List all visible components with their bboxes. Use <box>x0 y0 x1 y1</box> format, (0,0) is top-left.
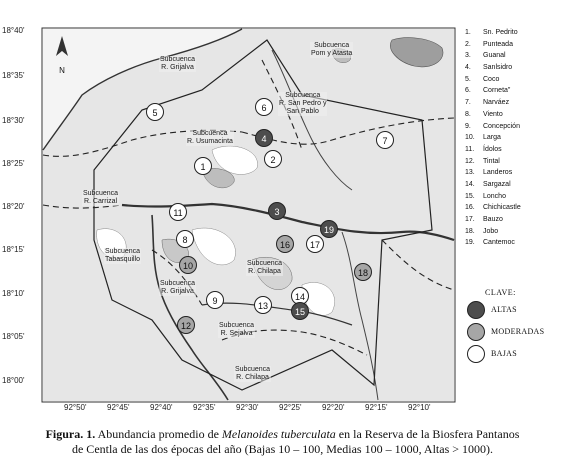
site-marker: 7 <box>376 131 394 149</box>
lon-label: 92°45' <box>107 403 130 412</box>
caption-line-1: Figura. 1. Abundancia promedio de Melanoides tuberculata en la Reserva de la Biosfera Pantanos <box>45 427 520 441</box>
site-marker: 17 <box>306 235 324 253</box>
map-legend <box>463 288 559 368</box>
site-list-item: 15. Loncho <box>465 192 506 200</box>
lon-label: 92°15' <box>365 403 388 412</box>
site-marker: 16 <box>276 235 294 253</box>
basin-label-sejalva: Subcuenca R. Sejalva <box>219 322 255 337</box>
basin-label-grijalva-south: Subcuenca R. Grijalva <box>160 280 196 295</box>
site-list-item: 9. Concepción <box>465 122 520 130</box>
site-marker: 4 <box>255 129 273 147</box>
map-frame <box>2 0 461 410</box>
legend-title: CLAVE: <box>485 288 516 297</box>
lat-label: 18°15' <box>2 245 25 254</box>
lon-label: 92°35' <box>193 403 216 412</box>
basin-label-tabasquillo: Subcuenca Tabasquillo <box>105 248 141 263</box>
site-list-item: 3. Guanal <box>465 52 506 60</box>
site-marker: 19 <box>320 220 338 238</box>
lat-label: 18°10' <box>2 289 25 298</box>
site-list-item: 5. Coco <box>465 75 500 83</box>
site-marker: 5 <box>146 103 164 121</box>
legend-swatch-grey <box>467 323 485 341</box>
site-marker: 8 <box>176 230 194 248</box>
lon-label: 92°30' <box>236 403 259 412</box>
lat-label: 18°35' <box>2 71 25 80</box>
caption-line-2: de Centla de las dos épocas del año (Bajas 10 – 100, Medias 100 – 1000, Altas > 1000). <box>71 442 494 456</box>
legend-label: MODERADAS <box>491 327 545 336</box>
site-marker: 6 <box>255 98 273 116</box>
site-list-item: 10. Larga <box>465 134 501 142</box>
lon-label: 92°50' <box>64 403 87 412</box>
site-marker: 10 <box>179 256 197 274</box>
north-label: N <box>59 66 65 75</box>
basin-label-pom-atasta: Subcuenca Pom y Atasta <box>311 42 353 57</box>
site-marker: 14 <box>291 287 309 305</box>
lon-label: 92°40' <box>150 403 173 412</box>
lat-label: 18°25' <box>2 159 25 168</box>
site-list-item: 13. Landeros <box>465 169 513 177</box>
site-list-item: 6. Corneta" <box>465 87 511 95</box>
legend-swatch-white <box>467 345 485 363</box>
site-list-item: 2. Punteada <box>465 40 513 48</box>
basin-label-chilapa-south: Subcuenca R. Chilapa <box>235 366 271 381</box>
lon-label: 92°20' <box>322 403 345 412</box>
site-list-item: 4. Sanlsidro <box>465 64 513 72</box>
basin-label-san-pedro: Subcuenca R. San Pedro y San Pablo <box>279 92 327 115</box>
site-marker: 18 <box>354 263 372 281</box>
site-marker: 12 <box>177 316 195 334</box>
figure-caption <box>10 427 555 457</box>
site-list-item: 11. Ídolos <box>465 145 502 153</box>
site-list-item: 8. Viento <box>465 110 503 118</box>
site-name-list <box>465 27 559 249</box>
site-list-item: 12. Tintal <box>465 157 500 165</box>
lon-label: 92°25' <box>279 403 302 412</box>
legend-swatch-dark <box>467 301 485 319</box>
site-list-item: 14. Sargazal <box>465 180 511 188</box>
lat-label: 18°20' <box>2 202 25 211</box>
site-marker: 2 <box>264 150 282 168</box>
site-marker: 15 <box>291 302 309 320</box>
lat-label: 18°40' <box>2 26 25 35</box>
site-list-item: 17. Bauzo <box>465 216 503 223</box>
legend-label: BAJAS <box>491 349 517 358</box>
site-list-item: 7. Narváez <box>465 99 510 107</box>
site-list-item: 18. Jobo <box>465 227 499 235</box>
site-marker: 1 <box>194 157 212 175</box>
lon-label: 92°10' <box>408 403 431 412</box>
lat-label: 18°00' <box>2 376 25 385</box>
site-list-item: 16. Chichicastle <box>465 204 521 212</box>
north-arrow-icon <box>52 36 72 76</box>
basin-label-usumacinta: Subcuenca R. Usumacinta <box>187 130 233 145</box>
site-list-item: 1. Sn. Pedrito <box>465 29 518 36</box>
basin-label-carrizal: Subcuenca R. Carrizal <box>83 190 119 205</box>
lat-label: 18°30' <box>2 116 25 125</box>
basin-label-grijalva-north: Subcuenca R. Grijalva <box>160 56 196 71</box>
lat-label: 18°05' <box>2 332 25 341</box>
legend-label: ALTAS <box>491 305 517 314</box>
land-area <box>43 29 454 401</box>
site-marker: 13 <box>254 296 272 314</box>
basin-label-chilapa: Subcuenca R. Chilapa <box>247 260 283 275</box>
site-marker: 11 <box>169 203 187 221</box>
site-marker: 9 <box>206 291 224 309</box>
site-list-item: 19. Cantemoc <box>465 239 515 247</box>
site-marker: 3 <box>268 202 286 220</box>
